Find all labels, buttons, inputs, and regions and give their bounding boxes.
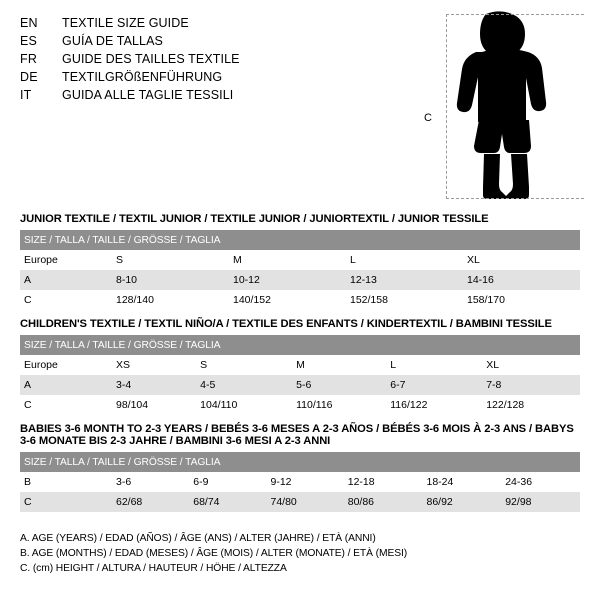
cell: 18-24 <box>422 472 501 492</box>
cell: 68/74 <box>189 492 266 512</box>
cell: 12-18 <box>344 472 423 492</box>
language-code: ES <box>20 34 38 48</box>
section-junior-textile <box>20 213 580 310</box>
table-row <box>20 472 580 492</box>
language-title: GUIDE DES TAILLES TEXTILE <box>62 52 240 66</box>
cell: 140/152 <box>229 290 346 310</box>
cell: 24-36 <box>501 472 580 492</box>
table-row <box>20 395 580 415</box>
language-title: TEXTILE SIZE GUIDE <box>62 16 189 30</box>
table-row <box>20 492 580 512</box>
language-header <box>20 14 440 104</box>
cell: 12-13 <box>346 270 463 290</box>
cell: M <box>292 355 386 375</box>
table-row <box>20 290 580 310</box>
cell: XL <box>463 250 580 270</box>
language-code: IT <box>20 88 32 102</box>
cell: 122/128 <box>482 395 580 415</box>
row-label: C <box>20 395 112 415</box>
cell: XS <box>112 355 196 375</box>
cell: 3-4 <box>112 375 196 395</box>
language-row <box>20 14 440 32</box>
row-label: A <box>20 375 112 395</box>
row-label: C <box>20 290 112 310</box>
cell: M <box>229 250 346 270</box>
cell: 92/98 <box>501 492 580 512</box>
cell: 158/170 <box>463 290 580 310</box>
cell: 104/110 <box>196 395 292 415</box>
cell: 98/104 <box>112 395 196 415</box>
size-table-children <box>20 335 580 415</box>
height-guide-top-line <box>446 14 584 15</box>
section-babies-textile <box>20 423 580 512</box>
row-label: A <box>20 270 112 290</box>
section-title: BABIES 3-6 MONTH TO 2-3 YEARS / BEBÉS 3-6 MESES A 2-3 AÑOS / BÉBÉS 3-6 MOIS À 2-3 ANS / BABYS 3-6 MONATE BIS 2-3 JAHRE / BAMBINI 3-6 MESI A 2-3 ANNI <box>20 423 574 447</box>
cell: 6-9 <box>189 472 266 492</box>
height-guide-vertical-line <box>446 14 447 199</box>
table-row <box>20 375 580 395</box>
row-label: B <box>20 472 112 492</box>
cell: 7-8 <box>482 375 580 395</box>
language-row <box>20 32 440 50</box>
cell: 116/122 <box>386 395 482 415</box>
cell: 4-5 <box>196 375 292 395</box>
row-label: C <box>20 492 112 512</box>
cell: 8-10 <box>112 270 229 290</box>
cell: 10-12 <box>229 270 346 290</box>
cell: 80/86 <box>344 492 423 512</box>
cell: 3-6 <box>112 472 189 492</box>
silhouette-svg <box>424 8 584 203</box>
cell: 128/140 <box>112 290 229 310</box>
legend <box>20 531 580 576</box>
cell: 6-7 <box>386 375 482 395</box>
cell: 5-6 <box>292 375 386 395</box>
section-childrens-textile <box>20 318 580 415</box>
cell: XL <box>482 355 580 375</box>
table-row <box>20 270 580 290</box>
child-silhouette-figure <box>424 8 584 203</box>
row-label: Europe <box>20 355 112 375</box>
language-title: GUÍA DE TALLAS <box>62 34 163 48</box>
cell: 110/116 <box>292 395 386 415</box>
legend-line: C. (cm) HEIGHT / ALTURA / HAUTEUR / HÖHE / ALTEZZA <box>20 563 287 574</box>
cell: S <box>196 355 292 375</box>
language-title: TEXTILGRÖßENFÜHRUNG <box>62 70 223 84</box>
table-row <box>20 250 580 270</box>
cell: 74/80 <box>267 492 344 512</box>
language-code: DE <box>20 70 38 84</box>
height-guide-bottom-line <box>446 198 584 199</box>
row-label: Europe <box>20 250 112 270</box>
table-header-row <box>20 452 580 472</box>
language-title: GUIDA ALLE TAGLIE TESSILI <box>62 88 234 102</box>
size-table-junior <box>20 230 580 310</box>
table-header-row <box>20 230 580 250</box>
language-row <box>20 50 440 68</box>
table-header-label: SIZE / TALLA / TAILLE / GRÖSSE / TAGLIA <box>20 230 580 250</box>
legend-line: B. AGE (MONTHS) / EDAD (MESES) / ÂGE (MOIS) / ALTER (MONATE) / ETÀ (MESI) <box>20 548 408 559</box>
section-title: JUNIOR TEXTILE / TEXTIL JUNIOR / TEXTILE JUNIOR / JUNIORTEXTIL / JUNIOR TESSILE <box>20 213 489 225</box>
cell: 14-16 <box>463 270 580 290</box>
cell: L <box>346 250 463 270</box>
table-header-label: SIZE / TALLA / TAILLE / GRÖSSE / TAGLIA <box>20 452 580 472</box>
cell: S <box>112 250 229 270</box>
language-code: EN <box>20 16 38 30</box>
table-row <box>20 355 580 375</box>
table-header-label: SIZE / TALLA / TAILLE / GRÖSSE / TAGLIA <box>20 335 580 355</box>
legend-line: A. AGE (YEARS) / EDAD (AÑOS) / ÂGE (ANS) / ALTER (JAHRE) / ETÀ (ANNI) <box>20 533 376 544</box>
table-header-row <box>20 335 580 355</box>
cell: L <box>386 355 482 375</box>
cell: 9-12 <box>267 472 344 492</box>
language-row <box>20 68 440 86</box>
cell: 62/68 <box>112 492 189 512</box>
cell: 86/92 <box>422 492 501 512</box>
language-code: FR <box>20 52 38 66</box>
section-title: CHILDREN'S TEXTILE / TEXTIL NIÑO/A / TEXTILE DES ENFANTS / KINDERTEXTIL / BAMBINI TESSILE <box>20 318 552 330</box>
cell: 152/158 <box>346 290 463 310</box>
language-row <box>20 86 440 104</box>
size-table-babies <box>20 452 580 512</box>
height-measure-label: C <box>424 112 432 124</box>
